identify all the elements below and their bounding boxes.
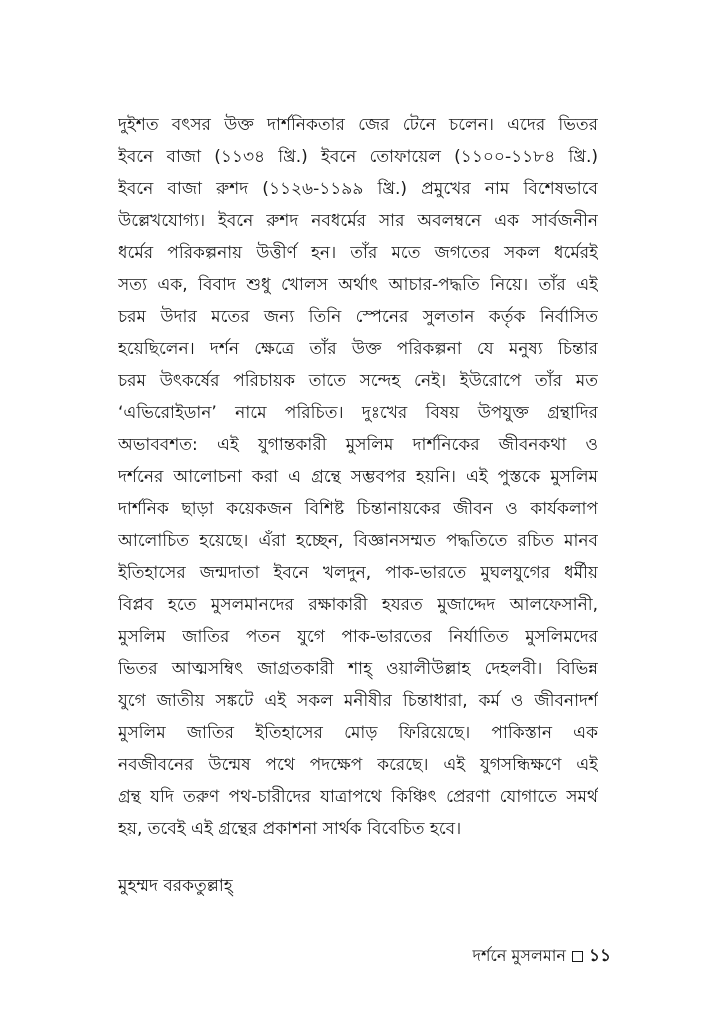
text-line: উল্লেখযোগ্য। ইবনে রুশদ নবধর্মের সার অবলম্বনে এক সার্বজনীন [118,211,598,231]
text-line: সত্য এক, বিবাদ শুধু খোলস অর্থাৎ আচার-পদ্ধতি নিয়ে। তাঁর এই [118,275,598,295]
text-line: চরম উৎকর্ষের পরিচায়ক তাতে সন্দেহ নেই। ইউরোপে তাঁর মত [118,371,598,391]
text-line: হয়, তবেই এই গ্রন্থের প্রকাশনা সার্থক বিবেচিত হবে। [118,819,462,839]
text-line: ইবনে বাজা রুশদ (১১২৬-১১৯৯ খ্রি.) প্রমুখের নাম বিশেষভাবে [118,179,598,199]
square-separator-icon [572,951,583,962]
page-number: ১১ [588,946,611,966]
text-line: অভাববশত: এই যুগান্তকারী মুসলিম দার্শনিকের জীবনকথা ও [118,435,598,455]
text-line: আলোচিত হয়েছে। এঁরা হচ্ছেন, বিজ্ঞানসম্মত পদ্ধতিতে রচিত মানব [118,531,598,551]
footer-book-title: দর্শনে মুসলমান [472,946,566,965]
text-line: মুসলিম জাতির ইতিহাসের মোড় ফিরিয়েছে। পাকিস্তান এক [118,723,598,743]
text-line: যুগে জাতীয় সঙ্কটে এই সকল মনীষীর চিন্তাধারা, কর্ম ও জীবনাদর্শ [118,691,598,711]
text-line: গ্রন্থ যদি তরুণ পথ-চারীদের যাত্রাপথে কিঞ্চিৎ প্রেরণা যোগাতে সমর্থ [118,787,598,807]
text-line: মুসলিম জাতির পতন যুগে পাক-ভারতের নির্যাতিত মুসলিমদের [118,627,598,647]
page-footer [473,944,611,968]
text-line: ধর্মের পরিকল্পনায় উত্তীর্ণ হন। তাঁর মতে জগতের সকল ধর্মেরই [118,243,598,263]
text-line: ‘এভিরোইডান’ নামে পরিচিত। দুঃখের বিষয় উপযুক্ত গ্রন্থাদির [118,403,598,423]
author-signature: মুহম্মদ বরকতুল্লাহ্ [118,876,233,896]
text-line: ইতিহাসের জন্মদাতা ইবনে খলদুন, পাক-ভারতে মুঘলযুগের ধর্মীয় [118,563,598,583]
text-line: চরম উদার মতের জন্য তিনি স্পেনের সুলতান কর্তৃক নির্বাসিত [118,307,598,327]
body-paragraph [118,109,598,845]
text-line: নবজীবনের উন্মেষ পথে পদক্ষেপ করেছে। এই যুগসন্ধিক্ষণে এই [118,755,598,775]
text-line: ভিতর আত্মসম্বিৎ জাগ্রতকারী শাহ্ ওয়ালীউল্লাহ দেহলবী। বিভিন্ন [118,659,598,679]
text-line: দর্শনের আলোচনা করা এ গ্রন্থে সম্ভবপর হয়নি। এই পুস্তকে মুসলিম [118,467,598,487]
text-line: ইবনে বাজা (১১৩৪ খ্রি.) ইবনে তোফায়েল (১১০০-১১৮৪ খ্রি.) [118,147,598,167]
text-line: দুইশত বৎসর উক্ত দার্শনিকতার জের টেনে চলেন। এদের ভিতর [118,115,598,135]
text-line: বিপ্লব হতে মুসলমানদের রক্ষাকারী হযরত মুজাদ্দেদ আলফেসানী, [118,595,598,615]
text-line: হয়েছিলেন। দর্শন ক্ষেত্রে তাঁর উক্ত পরিকল্পনা যে মনুষ্য চিন্তার [118,339,598,359]
text-line: দার্শনিক ছাড়া কয়েকজন বিশিষ্ট চিন্তানায়কের জীবন ও কার্যকলাপ [118,499,598,519]
